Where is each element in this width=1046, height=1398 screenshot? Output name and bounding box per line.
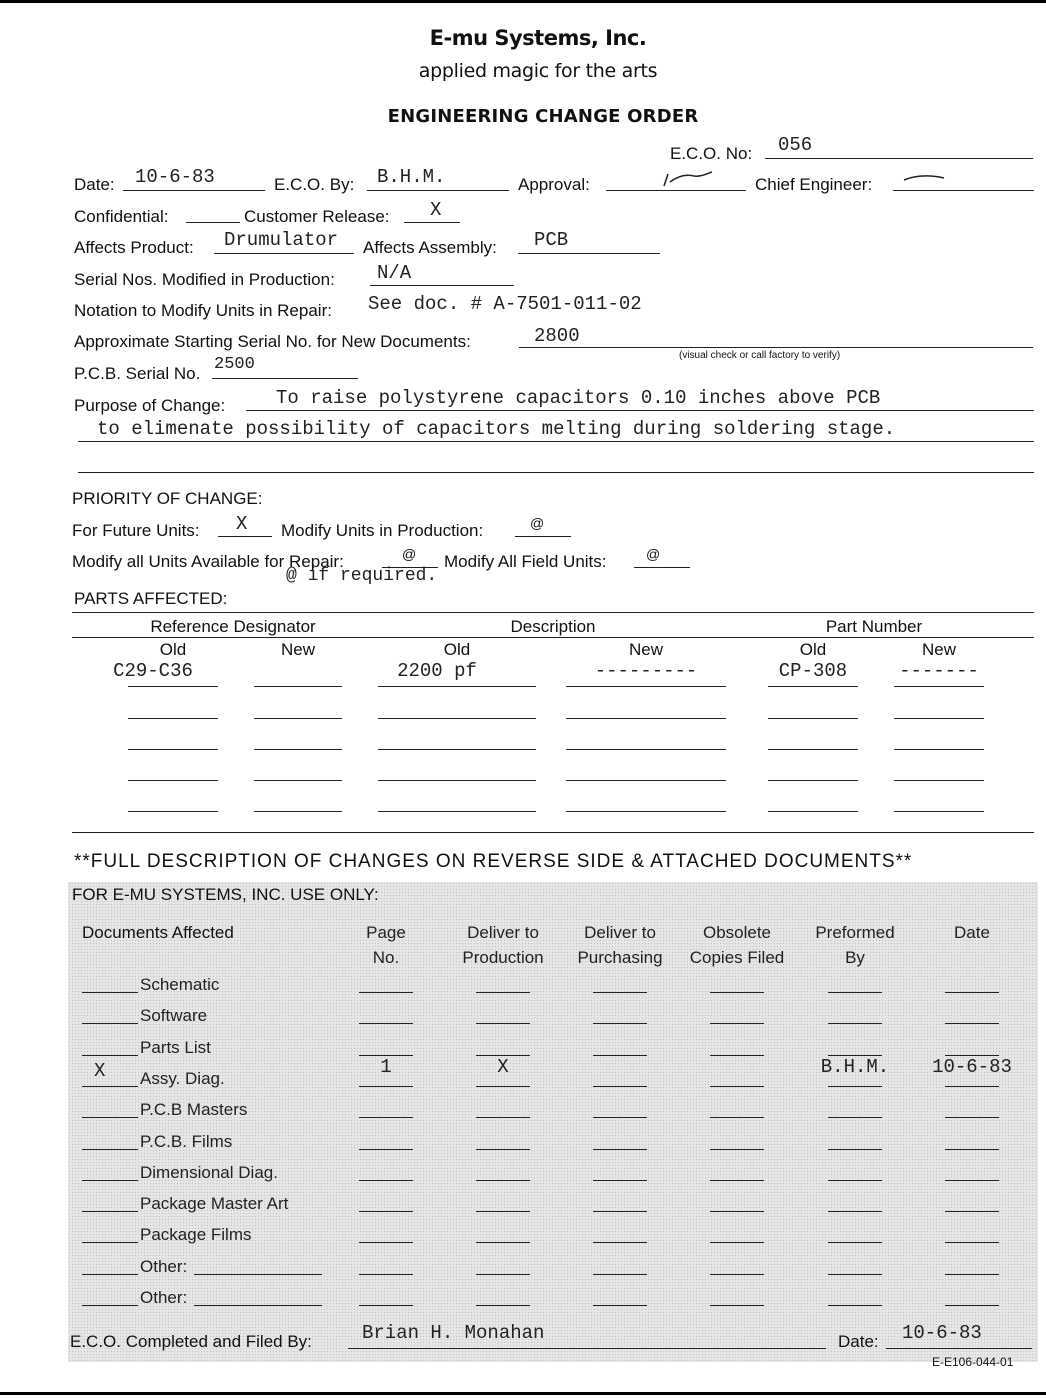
completed-date-line xyxy=(886,1348,1032,1349)
doc-name: Schematic xyxy=(140,975,220,994)
doc-cell-line xyxy=(710,1180,764,1181)
notation-value: See doc. # A-7501-011-02 xyxy=(368,293,642,315)
sub-desc-old: Old xyxy=(443,640,471,659)
pcb-serial-label: P.C.B. Serial No. xyxy=(74,364,201,383)
doc-name: P.C.B. Films xyxy=(140,1131,233,1151)
doc-name: Parts List xyxy=(140,1037,211,1057)
doc-cell-line xyxy=(710,1305,764,1306)
field-units-line xyxy=(634,567,690,568)
completed-by-value: Brian H. Monahan xyxy=(362,1322,545,1344)
parts-cell-line xyxy=(378,749,536,750)
office-col-header-line2: No. xyxy=(372,948,400,967)
company-name: E-mu Systems, Inc. xyxy=(429,26,647,50)
field-units-label: Modify All Field Units: xyxy=(444,552,607,571)
doc-cell-line xyxy=(359,1180,413,1181)
parts-cell-line xyxy=(378,686,536,687)
affects-assembly-value: PCB xyxy=(534,229,569,251)
doc-cell-line xyxy=(828,1086,882,1087)
office-col-header-line2: Production xyxy=(462,948,544,967)
page-border-top xyxy=(0,0,1046,3)
office-col-header-line2: By xyxy=(845,948,865,967)
doc-cell-line xyxy=(710,1149,764,1150)
parts-cell-line xyxy=(894,749,984,750)
parts-cell-line xyxy=(768,811,858,812)
doc-cell-line xyxy=(593,992,647,993)
doc-name: Dimensional Diag. xyxy=(140,1162,278,1182)
doc-cell-line xyxy=(828,1149,882,1150)
approx-serial-value: 2800 xyxy=(534,325,580,347)
eco-no-value: 056 xyxy=(778,134,813,156)
doc-cell-line xyxy=(710,1211,764,1212)
doc-check-line xyxy=(82,1305,138,1306)
sub-ref-old: Old xyxy=(159,640,187,659)
chief-engineer-scribble xyxy=(900,170,950,186)
full-description-note: **FULL DESCRIPTION OF CHANGES ON REVERSE SIDE & ATTACHED DOCUMENTS** xyxy=(74,851,913,872)
doc-name: Assy. Diag. xyxy=(140,1068,225,1088)
docs-affected-header: Documents Affected xyxy=(82,923,234,942)
office-heading: FOR E-MU SYSTEMS, INC. USE ONLY: xyxy=(72,885,379,904)
sub-desc-new: New xyxy=(628,640,663,659)
parts-cell-line xyxy=(254,686,342,687)
office-col-header: Deliver to xyxy=(584,923,656,942)
parts-top-rule xyxy=(72,612,1034,613)
production-units-label: Modify Units in Production: xyxy=(281,521,484,540)
doc-cell-line xyxy=(710,1117,764,1118)
purpose-label: Purpose of Change: xyxy=(74,396,226,415)
sub-ref-new: New xyxy=(280,640,315,659)
row1-part-new: ------- xyxy=(899,660,979,682)
doc-cell-line xyxy=(710,1274,764,1275)
parts-cell-line xyxy=(128,749,218,750)
doc-cell-line xyxy=(945,1086,999,1087)
customer-release-line xyxy=(404,222,460,223)
completed-date-value: 10-6-83 xyxy=(902,1322,982,1344)
affects-assembly-label: Affects Assembly: xyxy=(363,238,497,257)
parts-cell-line xyxy=(128,811,218,812)
office-col-header: Obsolete xyxy=(702,923,772,942)
doc-cell-line xyxy=(476,1086,530,1087)
date-label: Date: xyxy=(74,175,115,194)
doc-cell-line xyxy=(476,1211,530,1212)
doc-cell-line xyxy=(945,1023,999,1024)
field-units-value: @ xyxy=(646,546,661,562)
completed-by-line xyxy=(348,1348,826,1349)
parts-cell-line xyxy=(768,780,858,781)
doc-cell-line xyxy=(593,1149,647,1150)
doc-cell-line xyxy=(476,992,530,993)
doc-cell-line xyxy=(945,992,999,993)
eco-no-line xyxy=(765,158,1033,159)
eco-by-label: E.C.O. By: xyxy=(274,175,355,194)
doc-check-line xyxy=(82,1086,138,1087)
doc-cell-line xyxy=(476,1242,530,1243)
row1-desc-new: --------- xyxy=(594,660,698,682)
row1-ref-old: C29-C36 xyxy=(113,660,193,682)
repair-units-value: @ xyxy=(402,546,417,562)
doc-cell-line xyxy=(476,1305,530,1306)
doc-cell-line xyxy=(359,992,413,993)
doc-cell-line xyxy=(359,1117,413,1118)
doc-cell-line xyxy=(710,1242,764,1243)
parts-cell-line xyxy=(894,718,984,719)
purpose-line-1 xyxy=(246,410,1034,411)
parts-bottom-rule xyxy=(72,832,1034,833)
parts-cell-line xyxy=(894,811,984,812)
office-col-header: Date xyxy=(954,923,990,942)
parts-cell-line xyxy=(128,686,218,687)
doc-name: Other: xyxy=(140,1256,188,1276)
sub-part-new: New xyxy=(921,640,956,659)
doc-cell-line xyxy=(945,1149,999,1150)
approval-label: Approval: xyxy=(518,175,590,194)
doc-cell-line xyxy=(359,1242,413,1243)
doc-cell-line xyxy=(828,1180,882,1181)
parts-cell-line xyxy=(566,811,726,812)
parts-cell-line xyxy=(894,780,984,781)
doc-other-line xyxy=(194,1305,322,1306)
doc-cell-line xyxy=(593,1274,647,1275)
row1-part-old: CP-308 xyxy=(778,660,848,682)
doc-cell-line xyxy=(945,1117,999,1118)
doc-cell-line xyxy=(828,1305,882,1306)
doc-check-line xyxy=(82,1180,138,1181)
doc-check-mark: X xyxy=(94,1059,106,1082)
completed-by-label: E.C.O. Completed and Filed By: xyxy=(70,1332,312,1351)
purpose-text-2: to elimenate possibility of capacitors melting during soldering stage. xyxy=(97,418,896,440)
group-description: Description xyxy=(510,617,596,636)
doc-cell-line xyxy=(476,1117,530,1118)
approx-serial-line xyxy=(519,347,1033,348)
doc-cell-line xyxy=(710,992,764,993)
eco-no-label: E.C.O. No: xyxy=(670,144,753,163)
priority-heading: PRIORITY OF CHANGE: xyxy=(72,489,263,508)
parts-cell-line xyxy=(254,749,342,750)
pcb-serial-value: 2500 xyxy=(214,355,255,374)
parts-cell-line xyxy=(378,718,536,719)
serial-mod-line xyxy=(370,285,514,286)
approval-initials-scribble xyxy=(660,166,720,190)
affects-assembly-line xyxy=(518,253,660,254)
doc-check-line xyxy=(82,1149,138,1150)
parts-cell-line xyxy=(894,686,984,687)
doc-other-line xyxy=(194,1274,322,1275)
doc-cell-line xyxy=(828,1023,882,1024)
doc-cell-line xyxy=(945,1305,999,1306)
doc-cell-line xyxy=(476,1023,530,1024)
notation-label: Notation to Modify Units in Repair: xyxy=(74,301,332,320)
doc-cell-line xyxy=(828,1242,882,1243)
future-units-label: For Future Units: xyxy=(72,521,200,540)
doc-cell-line xyxy=(359,1086,413,1087)
doc-name: Other: xyxy=(140,1288,188,1307)
office-col-header-line2: Purchasing xyxy=(577,948,663,967)
doc-cell-line xyxy=(359,1274,413,1275)
parts-cell-line xyxy=(378,780,536,781)
doc-cell-line xyxy=(476,1180,530,1181)
parts-cell-line xyxy=(566,780,726,781)
parts-subheader-rule xyxy=(72,637,1034,638)
production-units-value: @ xyxy=(530,515,545,531)
office-col-header-line2: Copies Filed xyxy=(689,948,785,967)
parts-cell-line xyxy=(254,811,342,812)
date-value: 10-6-83 xyxy=(135,166,215,188)
doc-cell-line xyxy=(710,1055,764,1056)
office-col-header: Preformed xyxy=(815,923,895,942)
doc-cell-line xyxy=(945,1242,999,1243)
approval-line xyxy=(606,190,746,191)
doc-cell-line xyxy=(828,1211,882,1212)
doc-cell-line xyxy=(593,1117,647,1118)
visual-check-note: (visual check or call factory to verify) xyxy=(679,350,841,361)
doc-name: Software xyxy=(140,1006,208,1026)
parts-cell-line xyxy=(128,780,218,781)
group-reference-designator: Reference Designator xyxy=(150,617,316,636)
parts-cell-line xyxy=(768,749,858,750)
doc-cell-line xyxy=(593,1211,647,1212)
doc-cell-line xyxy=(593,1023,647,1024)
serial-mod-value: N/A xyxy=(377,262,412,284)
form-title: ENGINEERING CHANGE ORDER xyxy=(387,106,699,127)
affects-product-label: Affects Product: xyxy=(74,238,194,257)
future-units-value: X xyxy=(236,513,248,535)
customer-release-label: Customer Release: xyxy=(244,207,390,226)
chief-engineer-line xyxy=(893,190,1034,191)
sub-part-old: Old xyxy=(799,640,827,659)
doc-check-line xyxy=(82,1274,138,1275)
eco-by-line xyxy=(367,190,509,191)
doc-cell-line xyxy=(476,1149,530,1150)
doc-cell-value: 1 xyxy=(380,1055,392,1078)
date-line xyxy=(123,190,265,191)
doc-cell-line xyxy=(945,1180,999,1181)
eco-by-value: B.H.M. xyxy=(377,166,446,188)
doc-name: Package Films xyxy=(140,1225,252,1245)
doc-check-line xyxy=(82,1117,138,1118)
chief-engineer-label: Chief Engineer: xyxy=(755,175,873,194)
future-units-line xyxy=(218,536,272,537)
purpose-line-3 xyxy=(78,472,1034,473)
production-units-line xyxy=(515,536,571,537)
company-tagline: applied magic for the arts xyxy=(418,60,658,82)
doc-check-line xyxy=(82,1023,138,1024)
doc-cell-line xyxy=(710,1023,764,1024)
affects-product-line xyxy=(214,253,354,254)
doc-cell-value: X xyxy=(497,1055,509,1078)
office-col-header: Page xyxy=(366,923,406,942)
priority-note: @ if required. xyxy=(286,566,438,586)
doc-cell-value: 10-6-83 xyxy=(932,1055,1012,1078)
doc-cell-line xyxy=(945,1274,999,1275)
parts-cell-line xyxy=(254,718,342,719)
parts-cell-line xyxy=(378,811,536,812)
doc-cell-line xyxy=(359,1149,413,1150)
repair-units-label: Modify all Units Available for Repair: xyxy=(72,552,344,571)
doc-cell-line xyxy=(593,1305,647,1306)
doc-cell-line xyxy=(593,1242,647,1243)
pcb-serial-line xyxy=(212,378,358,379)
office-col-header: Deliver to xyxy=(467,923,539,942)
parts-cell-line xyxy=(768,718,858,719)
form-id: E-E106-044-01 xyxy=(932,1355,1014,1369)
purpose-line-2 xyxy=(78,441,1034,442)
approx-serial-label: Approximate Starting Serial No. for New Documents: xyxy=(74,332,471,351)
parts-cell-line xyxy=(128,718,218,719)
parts-heading: PARTS AFFECTED: xyxy=(74,589,228,608)
doc-cell-line xyxy=(710,1086,764,1087)
doc-cell-line xyxy=(359,1211,413,1212)
doc-cell-line xyxy=(828,992,882,993)
doc-check-line xyxy=(82,992,138,993)
row1-desc-old: 2200 pf xyxy=(397,660,477,682)
doc-cell-line xyxy=(828,1274,882,1275)
doc-cell-line xyxy=(593,1086,647,1087)
customer-release-value: X xyxy=(430,199,442,221)
doc-name: Package Master Art xyxy=(140,1194,289,1214)
parts-cell-line xyxy=(566,749,726,750)
completed-date-label: Date: xyxy=(838,1332,879,1351)
page-border-bottom xyxy=(0,1392,1046,1395)
doc-cell-value: B.H.M. xyxy=(820,1055,890,1078)
doc-cell-line xyxy=(828,1117,882,1118)
doc-check-line xyxy=(82,1211,138,1212)
group-part-number: Part Number xyxy=(825,617,923,636)
doc-cell-line xyxy=(359,1023,413,1024)
doc-check-line xyxy=(82,1055,138,1056)
doc-cell-line xyxy=(476,1274,530,1275)
doc-check-line xyxy=(82,1242,138,1243)
serial-mod-label: Serial Nos. Modified in Production: xyxy=(74,270,335,289)
affects-product-value: Drumulator xyxy=(224,229,339,251)
parts-cell-line xyxy=(768,686,858,687)
confidential-label: Confidential: xyxy=(74,207,169,226)
parts-cell-line xyxy=(566,718,726,719)
confidential-line xyxy=(186,222,240,223)
purpose-text-1: To raise polystyrene capacitors 0.10 inches above PCB xyxy=(276,387,881,409)
parts-cell-line xyxy=(254,780,342,781)
parts-cell-line xyxy=(566,686,726,687)
doc-cell-line xyxy=(593,1180,647,1181)
doc-cell-line xyxy=(359,1305,413,1306)
doc-name: P.C.B Masters xyxy=(140,1100,248,1120)
doc-cell-line xyxy=(945,1211,999,1212)
doc-cell-line xyxy=(593,1055,647,1056)
